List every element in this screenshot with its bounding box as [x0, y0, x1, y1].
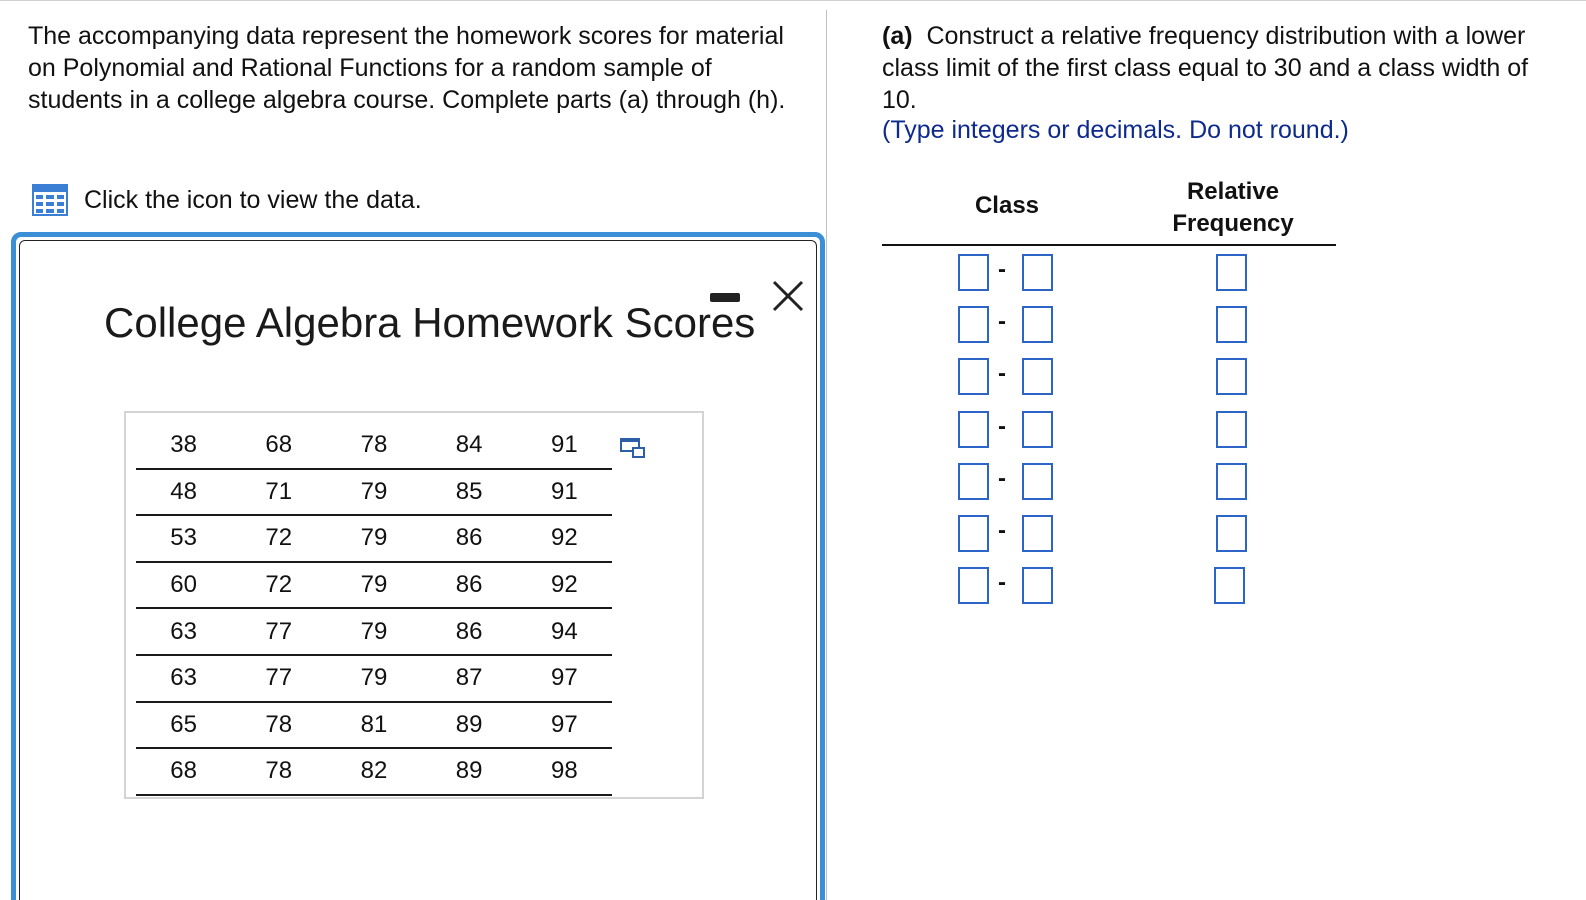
score-cell: 79 [326, 608, 421, 655]
rf-header-line2: Frequency [1172, 210, 1294, 237]
score-cell: 78 [326, 423, 421, 469]
popup-title: College Algebra Homework Scores [104, 299, 756, 346]
relative-frequency-input[interactable] [1216, 411, 1247, 448]
upper-class-limit-input[interactable] [1022, 411, 1053, 448]
lower-class-limit-input[interactable] [958, 515, 989, 552]
scores-table [136, 423, 612, 796]
score-cell: 86 [422, 562, 517, 609]
class-column-header: Class [974, 192, 1040, 219]
class-dash: - [998, 360, 1006, 388]
lower-class-limit-input[interactable] [958, 358, 989, 395]
class-dash: - [998, 256, 1006, 283]
score-cell: 79 [326, 469, 421, 516]
question-text [882, 20, 1562, 116]
relative-frequency-input[interactable] [1216, 463, 1247, 500]
class-dash: - [998, 464, 1006, 492]
upper-class-limit-input[interactable] [1022, 254, 1053, 291]
score-cell: 72 [231, 562, 326, 609]
upper-class-limit-input[interactable] [1022, 515, 1053, 552]
lower-class-limit-input[interactable] [958, 411, 989, 448]
top-rule [0, 0, 1586, 1]
table-row [136, 515, 612, 562]
score-cell: 68 [231, 423, 326, 469]
table-row [136, 469, 612, 516]
class-row [958, 463, 1258, 503]
score-cell: 78 [231, 748, 326, 795]
relative-frequency-input[interactable] [1216, 515, 1247, 552]
data-table-icon[interactable] [32, 184, 68, 216]
score-cell: 94 [517, 608, 612, 655]
score-cell: 86 [422, 608, 517, 655]
upper-class-limit-input[interactable] [1022, 463, 1053, 500]
class-row [958, 515, 1258, 555]
view-data-link[interactable] [32, 182, 422, 218]
score-cell: 65 [136, 702, 231, 749]
score-cell: 91 [517, 469, 612, 516]
close-icon[interactable] [770, 278, 806, 314]
class-row [958, 358, 1258, 398]
score-cell: 60 [136, 562, 231, 609]
score-cell: 77 [231, 655, 326, 702]
answer-hint: (Type integers or decimals. Do not round.) [882, 116, 1349, 144]
score-cell: 92 [517, 515, 612, 562]
relative-frequency-column-header [1130, 176, 1336, 240]
table-row [136, 423, 612, 469]
score-cell: 82 [326, 748, 421, 795]
lower-class-limit-input[interactable] [958, 567, 989, 604]
scores-table-container [124, 411, 704, 799]
score-cell: 38 [136, 423, 231, 469]
score-cell: 89 [422, 702, 517, 749]
class-row [958, 411, 1258, 451]
copy-to-clipboard-icon[interactable] [620, 437, 646, 459]
score-cell: 84 [422, 423, 517, 469]
score-cell: 89 [422, 748, 517, 795]
data-popup-window [11, 232, 825, 900]
table-row [136, 608, 612, 655]
score-cell: 63 [136, 608, 231, 655]
score-cell: 48 [136, 469, 231, 516]
score-cell: 85 [422, 469, 517, 516]
relative-frequency-input[interactable] [1216, 358, 1247, 395]
answer-header-rule [882, 244, 1336, 246]
view-data-label[interactable]: Click the icon to view the data. [84, 185, 422, 214]
score-cell: 53 [136, 515, 231, 562]
score-cell: 98 [517, 748, 612, 795]
table-row [136, 748, 612, 795]
lower-class-limit-input[interactable] [958, 254, 989, 291]
upper-class-limit-input[interactable] [1022, 567, 1053, 604]
relative-frequency-input[interactable] [1214, 567, 1245, 604]
question-body: Construct a relative frequency distribution with a lower class limit of the first class equal to 30 and a class width of 10. [882, 22, 1529, 114]
score-cell: 72 [231, 515, 326, 562]
relative-frequency-input[interactable] [1216, 306, 1247, 343]
score-cell: 79 [326, 515, 421, 562]
class-dash: - [998, 569, 1006, 597]
relative-frequency-input[interactable] [1216, 254, 1247, 291]
lower-class-limit-input[interactable] [958, 463, 989, 500]
class-dash: - [998, 517, 1006, 544]
popup-frame [19, 240, 817, 900]
score-cell: 87 [422, 655, 517, 702]
score-cell: 68 [136, 748, 231, 795]
table-row [136, 655, 612, 702]
score-cell: 71 [231, 469, 326, 516]
class-dash: - [998, 308, 1006, 336]
score-cell: 79 [326, 562, 421, 609]
table-row [136, 702, 612, 749]
pane-divider [826, 10, 827, 900]
score-cell: 63 [136, 655, 231, 702]
score-cell: 92 [517, 562, 612, 609]
score-cell: 97 [517, 655, 612, 702]
class-dash: - [998, 412, 1006, 440]
rf-header-line1: Relative [1186, 178, 1280, 205]
lower-class-limit-input[interactable] [958, 306, 989, 343]
score-cell: 91 [517, 423, 612, 469]
class-row [958, 567, 1258, 607]
table-row [136, 562, 612, 609]
score-cell: 86 [422, 515, 517, 562]
class-row [958, 306, 1258, 346]
problem-intro: The accompanying data represent the homework scores for material on Polynomial and Rational Functions for a random sample of students in a college algebra course. Complete parts (a) through (h). [28, 22, 786, 114]
class-row [958, 254, 1258, 294]
upper-class-limit-input[interactable] [1022, 306, 1053, 343]
score-cell: 81 [326, 702, 421, 749]
score-cell: 79 [326, 655, 421, 702]
score-cell: 97 [517, 702, 612, 749]
part-label: (a) [882, 22, 913, 50]
score-cell: 78 [231, 702, 326, 749]
upper-class-limit-input[interactable] [1022, 358, 1053, 395]
score-cell: 77 [231, 608, 326, 655]
